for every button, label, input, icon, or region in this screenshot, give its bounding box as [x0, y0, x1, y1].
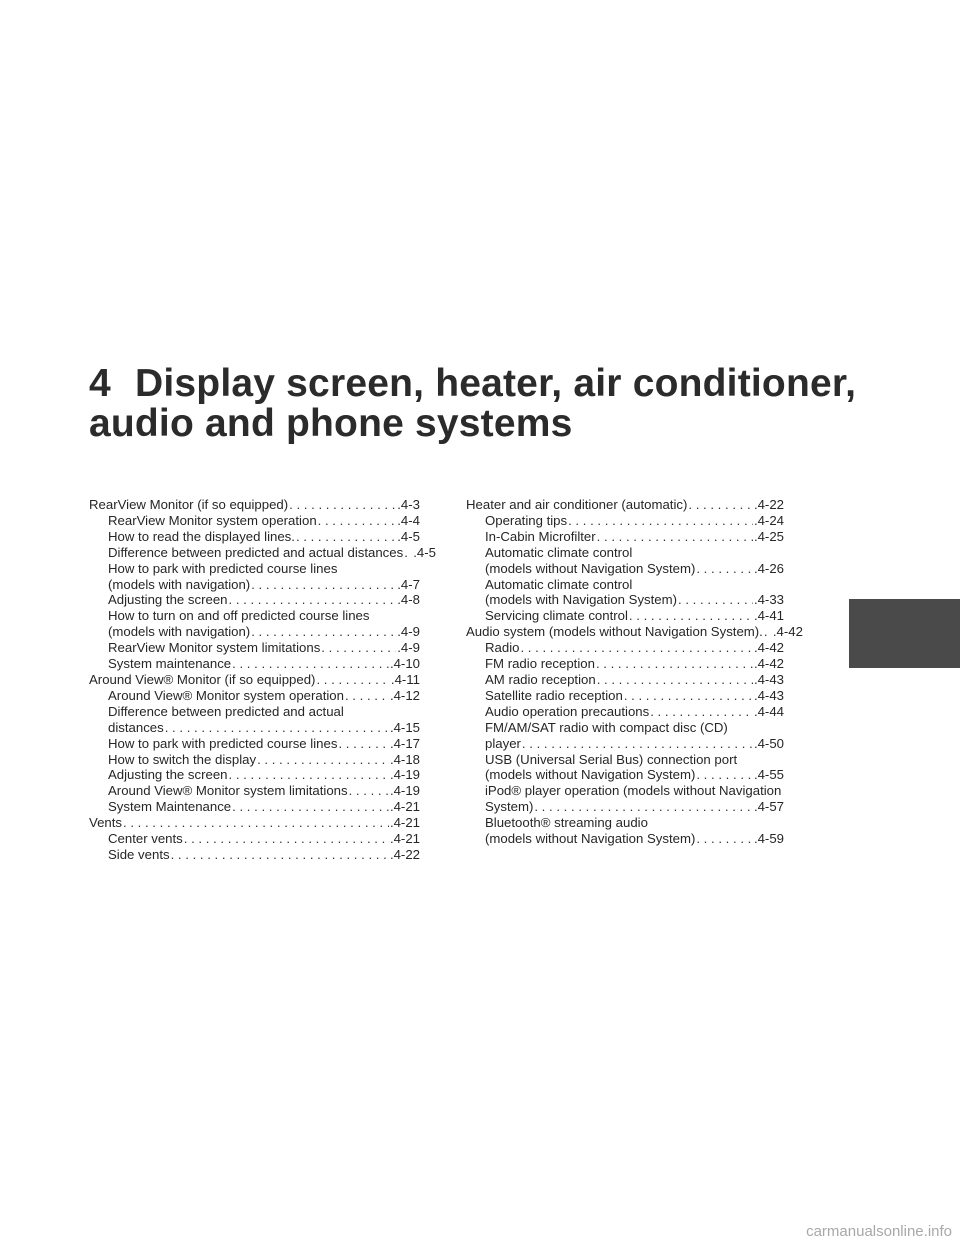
toc-entry-title: RearView Monitor system operation	[108, 512, 317, 528]
toc-entry-title: Radio	[485, 640, 520, 656]
dot-leader	[650, 704, 753, 720]
toc-right-column	[466, 497, 803, 847]
toc-entry[interactable]	[466, 513, 784, 529]
toc-entry-title: Automatic climate control	[485, 576, 633, 592]
chapter-number: 4	[89, 362, 111, 405]
toc-entry[interactable]	[89, 736, 420, 752]
chapter-title-line-2: audio and phone systems	[89, 402, 573, 445]
toc-entry[interactable]	[89, 688, 420, 704]
toc-entry-title: How to park with predicted course lines	[108, 735, 338, 751]
toc-entry-title: How to switch the display	[108, 751, 257, 767]
toc-entry-title: How to read the displayed lines.	[108, 528, 295, 544]
toc-entry-title: RearView Monitor (if so equipped)	[89, 497, 289, 512]
toc-entry-page: .4-43	[753, 687, 784, 703]
toc-entry-page: .4-22	[389, 846, 420, 862]
dot-leader	[678, 592, 753, 608]
dot-leader	[229, 592, 397, 608]
toc-entry[interactable]	[466, 688, 784, 704]
toc-entry[interactable]	[466, 720, 784, 736]
toc-entry[interactable]	[89, 783, 420, 799]
dot-leader	[165, 720, 389, 736]
dot-leader	[257, 752, 389, 768]
toc-entry-page: .4-12	[389, 687, 420, 703]
toc-entry-page: .4-19	[389, 783, 420, 799]
chapter-title-line-1	[89, 362, 857, 405]
dot-leader	[296, 529, 396, 545]
toc-entry-title: (models with navigation)	[108, 624, 251, 640]
toc-entry-title: Audio system (models without Navigation System).	[466, 624, 763, 640]
dot-leader	[404, 545, 412, 561]
toc-entry-page: .4-24	[753, 512, 784, 528]
toc-entry-title: Around View® Monitor system operation	[108, 687, 344, 703]
toc-entry-page: .4-17	[389, 735, 420, 751]
dot-leader	[688, 497, 753, 513]
toc-entry[interactable]	[89, 656, 420, 672]
toc-entry-page: .4-8	[397, 592, 420, 608]
toc-entry-title: How to park with predicted course lines	[108, 560, 338, 576]
toc-entry-title: Adjusting the screen	[108, 767, 228, 783]
toc-entry-page: .4-15	[389, 719, 420, 735]
dot-leader	[321, 640, 396, 656]
toc-entry-title: Adjusting the screen	[108, 592, 228, 608]
chapter-title	[89, 362, 857, 445]
toc-entry-page: .4-5	[397, 528, 420, 544]
toc-entry[interactable]	[466, 752, 784, 768]
toc-entry-page: .4-3	[397, 497, 420, 512]
dot-leader	[171, 847, 389, 863]
dot-leader	[597, 672, 753, 688]
toc-entry[interactable]	[89, 640, 420, 656]
dot-leader	[345, 688, 389, 704]
toc-entry-page: .4-7	[397, 576, 420, 592]
toc-entry[interactable]	[89, 672, 420, 688]
toc-entry-title: Difference between predicted and actual distances	[108, 544, 404, 560]
toc-entry[interactable]	[466, 783, 784, 799]
toc-entry-title: AM radio reception	[485, 671, 596, 687]
toc-entry[interactable]	[89, 513, 420, 529]
toc-entry[interactable]	[466, 561, 784, 577]
dot-leader	[318, 513, 397, 529]
toc-entry-title: Around View® Monitor system limitations	[108, 783, 348, 799]
dot-leader	[251, 577, 396, 593]
toc-entry-title: Around View® Monitor (if so equipped)	[89, 671, 316, 687]
toc-entry-page: .4-59	[753, 831, 784, 847]
toc-entry-page: .4-9	[397, 624, 420, 640]
dot-leader	[316, 672, 389, 688]
dot-leader	[232, 656, 389, 672]
toc-entry[interactable]	[89, 561, 420, 577]
toc-entry-title: Difference between predicted and actual	[108, 703, 344, 719]
toc-entry-title: USB (Universal Serial Bus) connection port	[485, 751, 738, 767]
toc-entry[interactable]	[466, 767, 784, 783]
toc-entry-title: distances	[108, 719, 164, 735]
dot-leader	[338, 736, 389, 752]
dot-leader	[251, 624, 396, 640]
toc-entry-title: System maintenance	[108, 656, 232, 672]
toc-entry-page: .4-57	[753, 799, 784, 815]
toc-entry[interactable]	[466, 799, 784, 815]
toc-entry[interactable]	[89, 577, 420, 593]
watermark: carmanualsonline.info	[806, 1223, 952, 1240]
toc-entry-page: .4-42	[753, 640, 784, 656]
dot-leader	[534, 799, 753, 815]
toc-entry-page: .4-25	[753, 528, 784, 544]
toc-entry-page: .4-21	[389, 831, 420, 847]
dot-leader	[696, 767, 753, 783]
toc-entry-title: Automatic climate control	[485, 544, 633, 560]
toc-entry-page: .4-19	[389, 767, 420, 783]
toc-entry-title: FM radio reception	[485, 656, 595, 672]
toc-entry[interactable]	[89, 767, 420, 783]
toc-entry[interactable]	[89, 544, 436, 561]
dot-leader	[624, 688, 753, 704]
toc-entry-page: .4-41	[753, 608, 784, 624]
toc-entry-page: .4-33	[753, 592, 784, 608]
toc-entry-page: .4-5	[413, 544, 436, 560]
toc-entry[interactable]	[466, 608, 784, 624]
dot-leader	[522, 736, 753, 752]
toc-entry-title: Heater and air conditioner (automatic)	[466, 497, 688, 512]
toc-entry-title: RearView Monitor system limitations	[108, 640, 321, 656]
toc-entry-title: How to turn on and off predicted course lines	[108, 608, 370, 624]
toc-entry-title: Bluetooth® streaming audio	[485, 815, 648, 831]
toc-entry[interactable]	[466, 529, 784, 545]
dot-leader	[184, 831, 389, 847]
toc-entry-title: In-Cabin Microfilter	[485, 528, 596, 544]
toc-entry-title: Servicing climate control	[485, 608, 628, 624]
toc-left-column	[89, 497, 436, 863]
chapter-title-text-1: Display screen, heater, air conditioner,	[135, 362, 857, 405]
toc-entry[interactable]	[89, 815, 420, 831]
toc-entry-title: (models with navigation)	[108, 576, 251, 592]
dot-leader	[123, 815, 389, 831]
toc-entry-title: (models without Navigation System)	[485, 560, 696, 576]
dot-leader	[349, 783, 389, 799]
toc-entry-title: Audio operation precautions	[485, 703, 650, 719]
toc-entry-title: System)	[485, 799, 534, 815]
toc-entry-page: .4-44	[753, 703, 784, 719]
toc-entry-page: .4-9	[397, 640, 420, 656]
toc-entry-page: .4-11	[390, 671, 420, 687]
toc-entry[interactable]	[466, 497, 784, 513]
toc-entry[interactable]	[466, 815, 784, 831]
toc-entry-page: .4-18	[389, 751, 420, 767]
toc-entry-page: .4-43	[753, 671, 784, 687]
toc-entry-title: (models with Navigation System)	[485, 592, 678, 608]
toc-entry[interactable]	[89, 720, 420, 736]
dot-leader	[520, 640, 752, 656]
toc-entry[interactable]	[89, 624, 420, 640]
toc-entry-page: .4-50	[753, 735, 784, 751]
toc-entry-page: .4-26	[753, 560, 784, 576]
toc-entry-title: (models without Navigation System)	[485, 831, 696, 847]
toc-entry[interactable]	[466, 545, 784, 561]
toc-entry[interactable]	[89, 847, 420, 863]
dot-leader	[232, 799, 389, 815]
toc-entry[interactable]	[89, 529, 420, 545]
toc-entry-title: player	[485, 735, 521, 751]
toc-entry[interactable]	[89, 608, 420, 624]
toc-entry-title: Operating tips	[485, 512, 568, 528]
toc-entry[interactable]	[89, 497, 420, 513]
toc-entry-page: .4-42	[772, 624, 803, 640]
toc-entry[interactable]	[466, 656, 784, 672]
toc-entry-title: System Maintenance	[108, 799, 232, 815]
toc-entry[interactable]	[466, 577, 784, 593]
dot-leader	[289, 497, 396, 513]
toc-entry[interactable]	[466, 704, 784, 720]
dot-leader	[696, 831, 753, 847]
toc-entry[interactable]	[466, 831, 784, 847]
toc-entry[interactable]	[466, 640, 784, 656]
dot-leader	[597, 529, 753, 545]
toc-entry[interactable]	[466, 592, 784, 608]
toc-entry-page: .4-10	[389, 656, 420, 672]
dot-leader	[229, 767, 389, 783]
toc-entry[interactable]	[89, 831, 420, 847]
toc-entry-title: (models without Navigation System)	[485, 767, 696, 783]
chapter-thumb-tab	[849, 599, 960, 668]
dot-leader	[629, 608, 753, 624]
toc-entry[interactable]	[89, 592, 420, 608]
toc-entry-title: Center vents	[108, 831, 183, 847]
toc-entry[interactable]	[466, 624, 803, 640]
toc-entry[interactable]	[466, 736, 784, 752]
toc-entry[interactable]	[89, 799, 420, 815]
toc-entry-page: .4-4	[397, 512, 420, 528]
toc-entry-title: Satellite radio reception	[485, 687, 623, 703]
toc-entry-page: .4-22	[753, 497, 784, 512]
dot-leader	[696, 561, 753, 577]
toc-entry-page: .4-55	[753, 767, 784, 783]
dot-leader	[568, 513, 753, 529]
toc-entry[interactable]	[466, 672, 784, 688]
toc-entry-page: .4-42	[753, 656, 784, 672]
dot-leader	[596, 656, 753, 672]
toc-entry-page: .4-21	[389, 799, 420, 815]
toc-entry-title: Side vents	[108, 846, 170, 862]
toc-entry[interactable]	[89, 752, 420, 768]
toc-entry-title: FM/AM/SAT radio with compact disc (CD)	[485, 719, 728, 735]
dot-leader	[764, 624, 772, 640]
toc-entry-title: Vents	[89, 815, 122, 831]
toc-entry-title: iPod® player operation (models without Navigation	[485, 783, 782, 799]
toc-entry[interactable]	[89, 704, 420, 720]
toc-entry-page: .4-21	[389, 815, 420, 831]
